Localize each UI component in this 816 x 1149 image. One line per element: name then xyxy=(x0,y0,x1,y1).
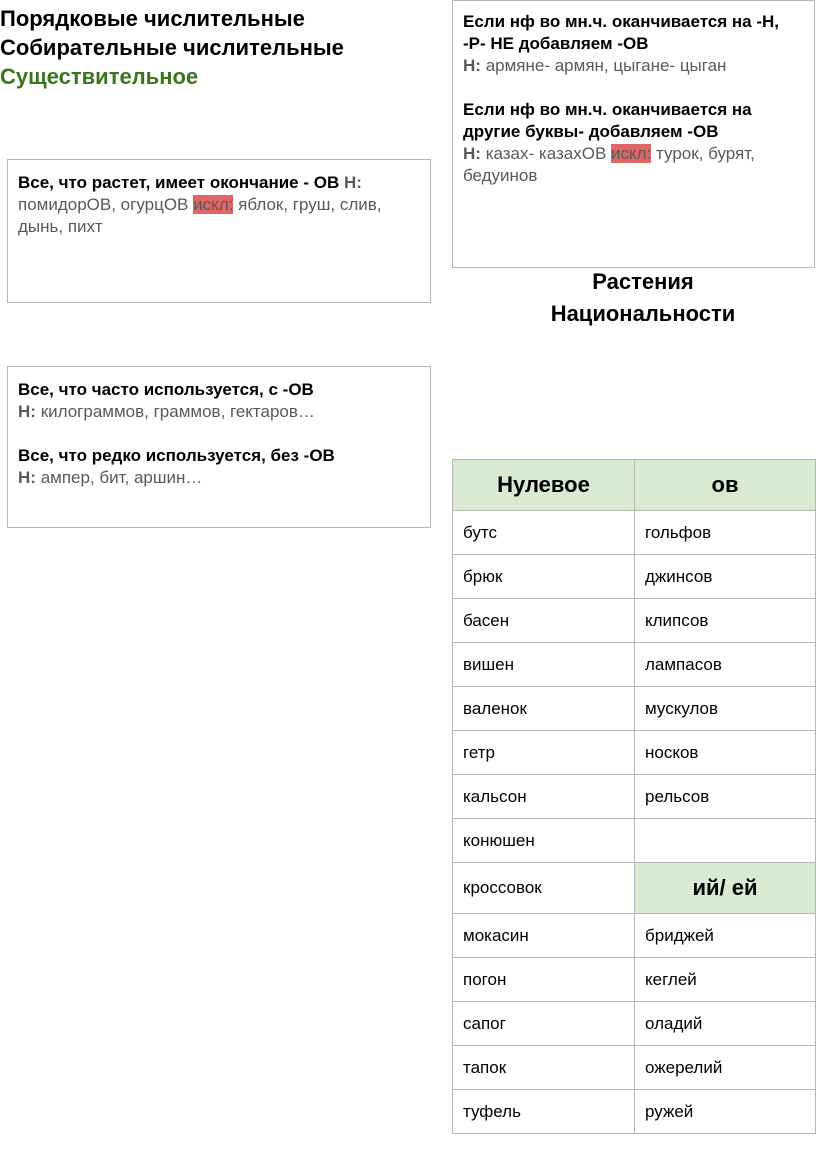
usage-example2: ампер, бит, аршин… xyxy=(40,468,203,487)
table-cell: носков xyxy=(635,731,816,775)
table-cell: лампасов xyxy=(635,643,816,687)
title-block xyxy=(0,4,344,91)
table-cell: гетр xyxy=(453,731,635,775)
plants-rule-box xyxy=(7,159,431,303)
table-row xyxy=(453,687,816,731)
endings-table xyxy=(452,459,816,1134)
title-ordinal: Порядковые числительные xyxy=(0,6,305,31)
table-cell: кальсон xyxy=(453,775,635,819)
nations-rule2: Если нф во мн.ч. оканчивается на другие буквы- добавляем -ОВ xyxy=(463,100,752,141)
table-cell: вишен xyxy=(453,643,635,687)
plants-rule: Все, что растет, имеет окончание - ОВ xyxy=(18,173,340,192)
title-collective: Собирательные числительные xyxy=(0,35,344,60)
nations-example1: армяне- армян, цыгане- цыган xyxy=(485,56,727,75)
usage-rule-rare: Все, что редко используется, без -ОВ xyxy=(18,446,335,465)
table-cell: туфель xyxy=(453,1090,635,1134)
table-row xyxy=(453,819,816,863)
table-row xyxy=(453,1002,816,1046)
plants-exception-label: искл: xyxy=(193,195,234,214)
table-cell: кеглей xyxy=(635,958,816,1002)
section-heads xyxy=(452,266,816,330)
table-row xyxy=(453,731,816,775)
table-row xyxy=(453,643,816,687)
table-cell: гольфов xyxy=(635,511,816,555)
nations-example2: казах- казахОВ xyxy=(485,144,607,163)
table-cell: сапог xyxy=(453,1002,635,1046)
plants-example: помидорОВ, огурцОВ xyxy=(18,195,189,214)
nations-rule-box xyxy=(452,0,815,268)
usage-example2-prefix: Н: xyxy=(18,468,36,487)
table-cell: кроссовок xyxy=(453,863,635,914)
table-cell: оладий xyxy=(635,1002,816,1046)
header-ov-ending: ов xyxy=(635,460,816,511)
table-cell: валенок xyxy=(453,687,635,731)
nations-exceptions: турок, бурят, бедуинов xyxy=(463,144,755,185)
table-row xyxy=(453,775,816,819)
table-cell: погон xyxy=(453,958,635,1002)
table-cell: рельсов xyxy=(635,775,816,819)
plants-exceptions: яблок, груш, слив, дынь, пихт xyxy=(18,195,382,236)
table-cell: ружей xyxy=(635,1090,816,1134)
table-row xyxy=(453,863,816,914)
table-row xyxy=(453,1046,816,1090)
header-zero-ending: Нулевое xyxy=(453,460,635,511)
table-cell: ожерелий xyxy=(635,1046,816,1090)
table-cell xyxy=(635,819,816,863)
nations-rule1: Если нф во мн.ч. оканчивается на -Н, -Р- НЕ добавляем -ОВ xyxy=(463,12,780,53)
table-cell: брюк xyxy=(453,555,635,599)
table-row xyxy=(453,599,816,643)
table-cell: клипсов xyxy=(635,599,816,643)
table-row xyxy=(453,555,816,599)
usage-example1-prefix: Н: xyxy=(18,402,36,421)
table-header-row xyxy=(453,460,816,511)
usage-example1: килограммов, граммов, гектаров… xyxy=(40,402,315,421)
nations-example1-prefix: Н: xyxy=(463,56,481,75)
table-row xyxy=(453,914,816,958)
table-cell: бриджей xyxy=(635,914,816,958)
nations-exception-label: искл: xyxy=(611,144,652,163)
section-head-nationalities: Национальности xyxy=(550,301,736,326)
table-cell: джинсов xyxy=(635,555,816,599)
plants-example-prefix: Н: xyxy=(343,173,362,192)
table-cell: тапок xyxy=(453,1046,635,1090)
table-cell: мускулов xyxy=(635,687,816,731)
header-ij-ej-ending: ий/ ей xyxy=(635,863,816,914)
section-head-plants: Растения xyxy=(592,269,694,294)
table-cell: мокасин xyxy=(453,914,635,958)
usage-rule-box xyxy=(7,366,431,528)
title-noun: Существительное xyxy=(0,64,199,89)
nations-example2-prefix: Н: xyxy=(463,144,481,163)
usage-rule-frequent: Все, что часто используется, с -ОВ xyxy=(18,380,314,399)
table-row xyxy=(453,958,816,1002)
table-cell: конюшен xyxy=(453,819,635,863)
table-row xyxy=(453,511,816,555)
table-row xyxy=(453,1090,816,1134)
table-cell: басен xyxy=(453,599,635,643)
table-cell: бутс xyxy=(453,511,635,555)
